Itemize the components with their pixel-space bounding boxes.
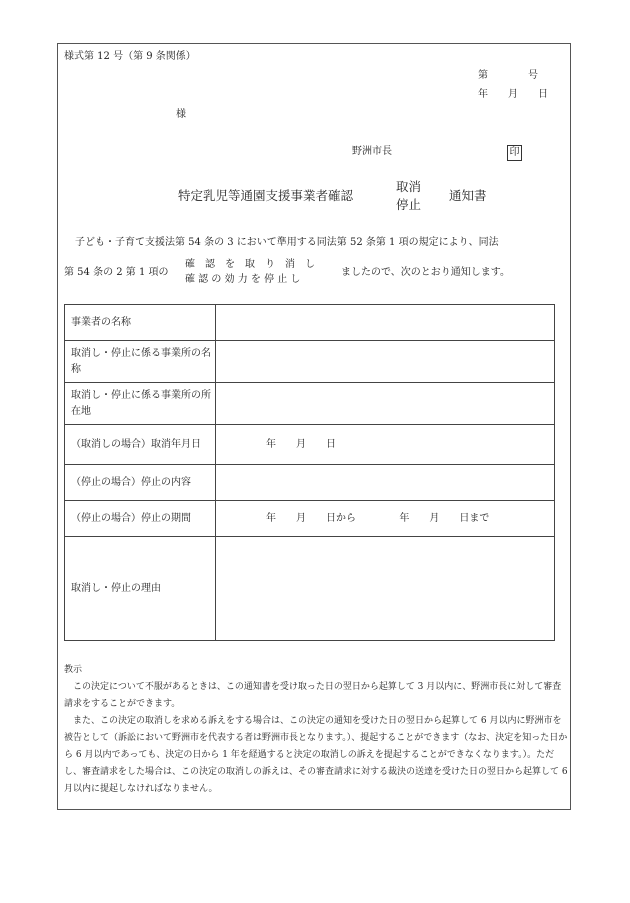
table-row: [65, 383, 555, 425]
period-to: 年 月 日まで: [399, 512, 490, 524]
table-row: [65, 537, 555, 641]
period-from: 年 月 日から: [266, 512, 356, 524]
table-row: [65, 425, 555, 465]
row-label: （停止の場合）停止の内容: [65, 465, 216, 501]
row-value: [216, 537, 555, 641]
title-option-suspend: 停止: [396, 197, 422, 212]
issuer-name: 野洲市長: [352, 146, 392, 157]
document-date: 年 月 日: [478, 89, 548, 100]
details-table: [64, 304, 555, 641]
row-label: （停止の場合）停止の期間: [65, 501, 216, 537]
body-option-cancel: 確 認 を 取 り 消 し: [185, 259, 315, 270]
table-row: [65, 465, 555, 501]
body-line-2-suffix: ましたので、次のとおり通知します。: [341, 267, 510, 278]
form-number: 様式第 12 号（第 9 条関係）: [64, 51, 196, 62]
notice-paragraph-1: この決定について不服があるときは、この通知書を受け取った日の翌日から起算して 3 月以内に、野洲市長に対して審査請求をすることができます。: [64, 682, 562, 709]
table-row: [65, 501, 555, 537]
row-value: [216, 341, 555, 383]
body-line-1: 子ども・子育て支援法第 54 条の 3 において準用する同法第 52 条第 1 項の規定により、同法: [75, 237, 499, 248]
notice-heading: 教示: [64, 665, 83, 675]
title-suffix: 通知書: [449, 188, 487, 203]
row-label: 取消し・停止に係る事業所の所在地: [65, 383, 216, 425]
table-row: [65, 305, 555, 341]
addressee-suffix: 様: [176, 109, 186, 120]
row-value: [216, 465, 555, 501]
body-line-2-prefix: 第 54 条の 2 第 1 項の: [64, 267, 169, 278]
row-label: 取消し・停止に係る事業所の名称: [65, 341, 216, 383]
notice-paragraph-2: また、この決定の取消しを求める訴えをする場合は、この決定の通知を受けた日の翌日から起算して 6 月以内に野洲市を被告として（訴訟において野洲市を代表する者は野洲市長となります。）、提起することができます（なお、決定を知った日から 6 月以内であっても、決定の日から 1 年を経過すると決定の取消しの訴えを提起することができなくなります。）。ただし、審査請求をした場合は、この決定の取消しの訴えは、その審査請求に対する裁決の送達を受けた日の翌日から起算して 6 月以内に提起しなければなりません。: [64, 716, 568, 794]
seal-mark: 印: [507, 145, 522, 161]
table-row: [65, 341, 555, 383]
document-number: 第 号: [478, 70, 538, 81]
row-value: [216, 305, 555, 341]
row-label: 取消し・停止の理由: [65, 537, 216, 641]
row-value: [216, 383, 555, 425]
row-label: 事業者の名称: [65, 305, 216, 341]
body-option-suspend: 確 認 の 効 力 を 停 止 し: [185, 274, 301, 285]
title-option-cancel: 取消: [396, 179, 422, 194]
notice-section: [64, 662, 570, 798]
row-label: （取消しの場合）取消年月日: [65, 425, 216, 465]
row-value: 年 月 日: [216, 425, 555, 465]
title-main: 特定乳児等通園支援事業者確認: [178, 188, 354, 203]
row-value: [216, 501, 555, 537]
